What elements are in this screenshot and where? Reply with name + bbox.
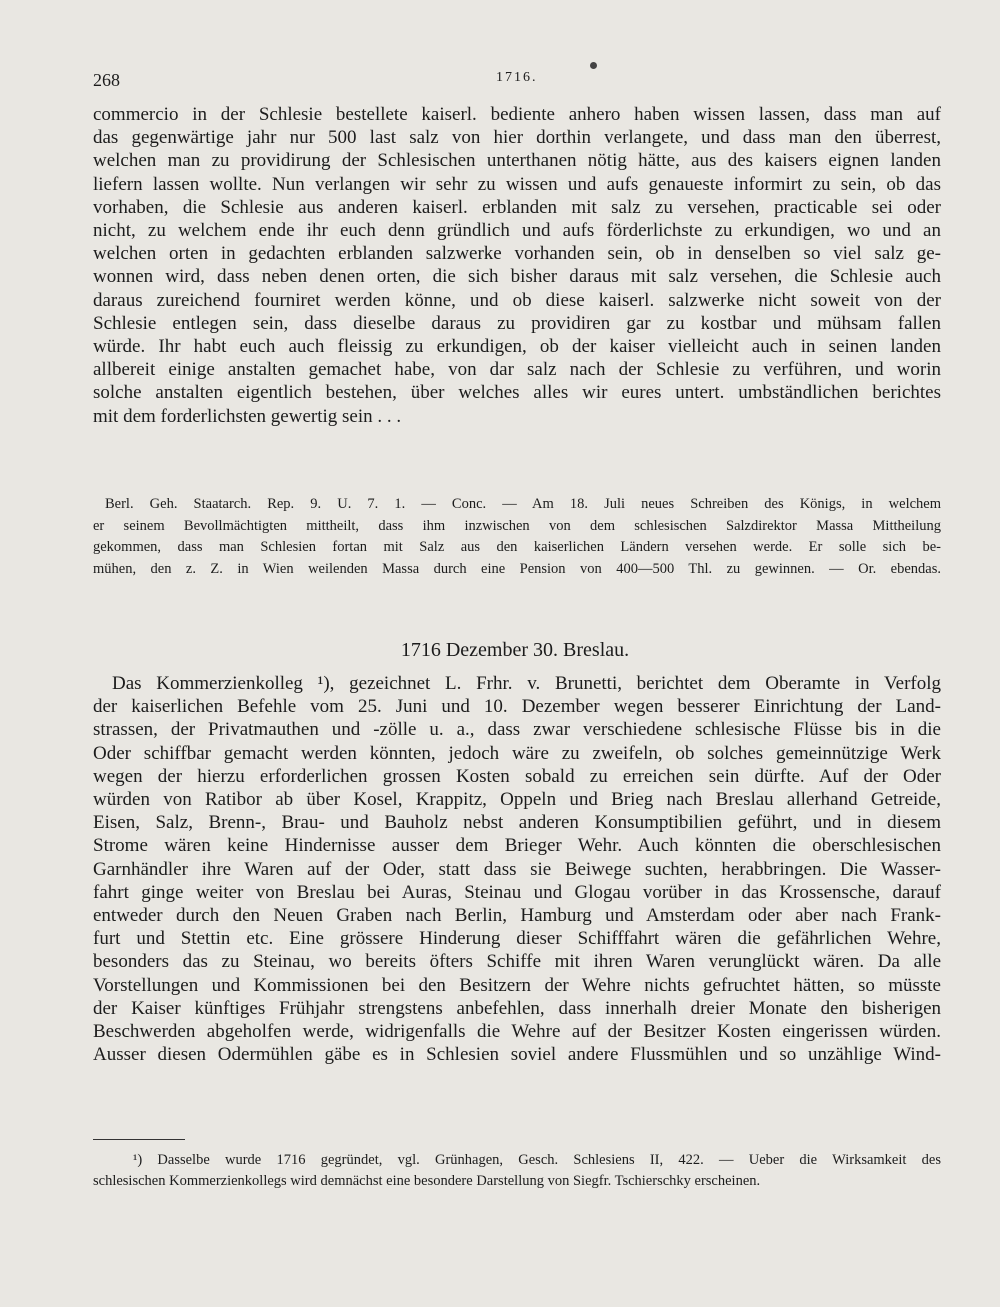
text-line: Vorstellungen und Kommissionen bei den Besitzern der Wehre nichts gefruchtet hätten, so müsste — [93, 974, 941, 996]
footnote-line: ¹) Dasselbe wurde 1716 gegründet, vgl. Grünhagen, Gesch. Schlesiens II, 422. — Ueber die Wirksamkeit des — [133, 1152, 941, 1168]
text-line: nicht, zu welchem ende ihr euch denn gründlich und aufs förderlichste zu erkundigen, wo und an — [93, 220, 941, 242]
text-line: Das Kommerzienkolleg ¹), gezeichnet L. Frhr. v. Brunetti, berichtet dem Oberamte in Verfolg — [112, 673, 941, 694]
footnote — [93, 1150, 941, 1192]
text-line: allbereit einige anstalten gemachet habe, von dar salz nach der Schlesie zu verführen, und worin — [93, 359, 941, 381]
text-line: das gegenwärtige jahr nur 500 last salz von hier dorthin verlangete, und dass man den überrest, — [93, 127, 941, 149]
text-line: daraus zureichend fourniret werden könne, und ob diese kaiserl. salzwerke nicht soweit von der — [93, 289, 941, 311]
text-line: furt und Stettin etc. Eine grössere Hinderung dieser Schifffahrt wären die gefährlichen Wehre, — [93, 928, 941, 950]
text-line: würde. Ihr habt euch auch fleissig zu erkundigen, ob der kaiser vielleicht auch in seinen landen — [93, 336, 941, 358]
text-line: commercio in der Schlesie bestellete kaiserl. bediente anhero haben wissen lassen, dass man auf — [93, 104, 941, 125]
text-line: liefern lassen wollte. Nun verlangen wir sehr zu wissen und aufs genaueste informirt zu sein, ob das — [93, 173, 941, 195]
text-line: wonnen wird, dass neben denen orten, die sich bisher daraus mit salz versehen, die Schlesie auch — [93, 266, 941, 288]
main-text-block-1 — [93, 103, 941, 428]
text-line: Eisen, Salz, Brenn-, Brau- und Bauholz nebst anderen Konsumptibilien geführt, und in diesem — [93, 812, 941, 834]
archival-note — [93, 494, 941, 580]
text-line: besonders das zu Steinau, wo bereits öfters Schiffe mit ihren Waren verunglückt wären. Da alle — [93, 951, 941, 973]
text-line: würden von Ratibor ab über Kosel, Krappitz, Oppeln und Brieg nach Breslau allerhand Getreide, — [93, 789, 941, 811]
note-line: mühen, den z. Z. in Wien weilenden Massa durch eine Pension von 400—500 Thl. zu gewinnen. — Or. ebendas. — [93, 560, 941, 577]
text-line: welchen man zu providirung der Schlesischen unterthanen nötig hätte, aus des kaisers eignen landen — [93, 150, 941, 172]
dateline-heading: 1716 Dezember 30. Breslau. — [400, 639, 630, 661]
footnote-divider — [93, 1139, 185, 1140]
text-line: Schlesie entlegen sein, dass dieselbe daraus zu providiren gar zu kostbar und mühsam fallen — [93, 312, 941, 334]
text-line: der Kaiser künftiges Frühjahr strengstens anbefehlen, dass innerhalh dreier Monate den bisherigen — [93, 997, 941, 1019]
text-line: Strome wären keine Hindernisse ausser dem Brieger Wehr. Auch könnten die oberschlesischen — [93, 835, 941, 857]
text-line: Oder schiffbar gemacht werden könnten, jedoch wäre zu zweifeln, ob solches gemeinnützige Werk — [93, 742, 941, 764]
page-header — [93, 70, 948, 100]
note-line: er seinem Bevollmächtigten mittheilt, dass ihm inzwischen von dem schlesischen Salzdirektor Massa Mittheilung — [93, 517, 941, 534]
text-line: entweder durch den Neuen Graben nach Berlin, Hamburg und Amsterdam oder aber nach Frank- — [93, 905, 941, 927]
text-line: vorhaben, die Schlesie aus anderen kaiserl. erblanden mit salz zu versehen, practicable sei oder — [93, 196, 941, 218]
text-line: strassen, der Privatmauthen und -zölle u. a., dass zwar verschiedene schlesische Flüsse bis in die — [93, 719, 941, 741]
running-title: 1716. — [496, 70, 538, 85]
text-line: Garnhändler ihre Waren auf der Oder, statt dass sie Beiwege suchten, herabbringen. Die Wasser- — [93, 858, 941, 880]
note-line: gekommen, dass man Schlesien fortan mit Salz aus den kaiserlichen Ländern versehen werde. Er solle sich be- — [93, 539, 941, 556]
text-line: welchen orten in gedachten erblanden salzwerke vorhanden sein, ob in denselben so viel salz ge- — [93, 243, 941, 265]
main-text-block-2 — [93, 672, 941, 1066]
text-line: wegen der hierzu erforderlichen grossen Kosten sobald zu erreichen sein dürfte. Auf der Oder — [93, 765, 941, 787]
text-line: solche anstalten eigentlich bestehen, über welches alles wir eures untert. umbständlichen berichtes — [93, 382, 941, 404]
text-line: mit dem forderlichsten gewertig sein . . . — [93, 405, 402, 427]
text-line: der kaiserlichen Befehle vom 25. Juni und 10. Dezember wegen besserer Einrichtung der Land- — [93, 696, 941, 718]
footnote-line: schlesischen Kommerzienkollegs wird demnächst eine besondere Darstellung von Siegfr. Tschierschky erscheinen. — [93, 1173, 761, 1189]
page-number: 268 — [93, 70, 120, 90]
note-line: Berl. Geh. Staatarch. Rep. 9. U. 7. 1. — Conc. — Am 18. Juli neues Schreiben des Königs, in welchem — [105, 496, 941, 512]
ink-spot — [590, 62, 597, 69]
text-line: fahrt ginge weiter von Breslau bei Auras, Steinau und Glogau vorüber in das Krossensche, darauf — [93, 881, 941, 903]
text-line: Ausser diesen Odermühlen gäbe es in Schlesien soviel andere Flussmühlen und so unzählige Wind- — [93, 1044, 941, 1066]
text-line: Beschwerden abgeholfen werde, widrigenfalls die Wehre auf der Besitzer Kosten eingerissen würden. — [93, 1021, 941, 1043]
